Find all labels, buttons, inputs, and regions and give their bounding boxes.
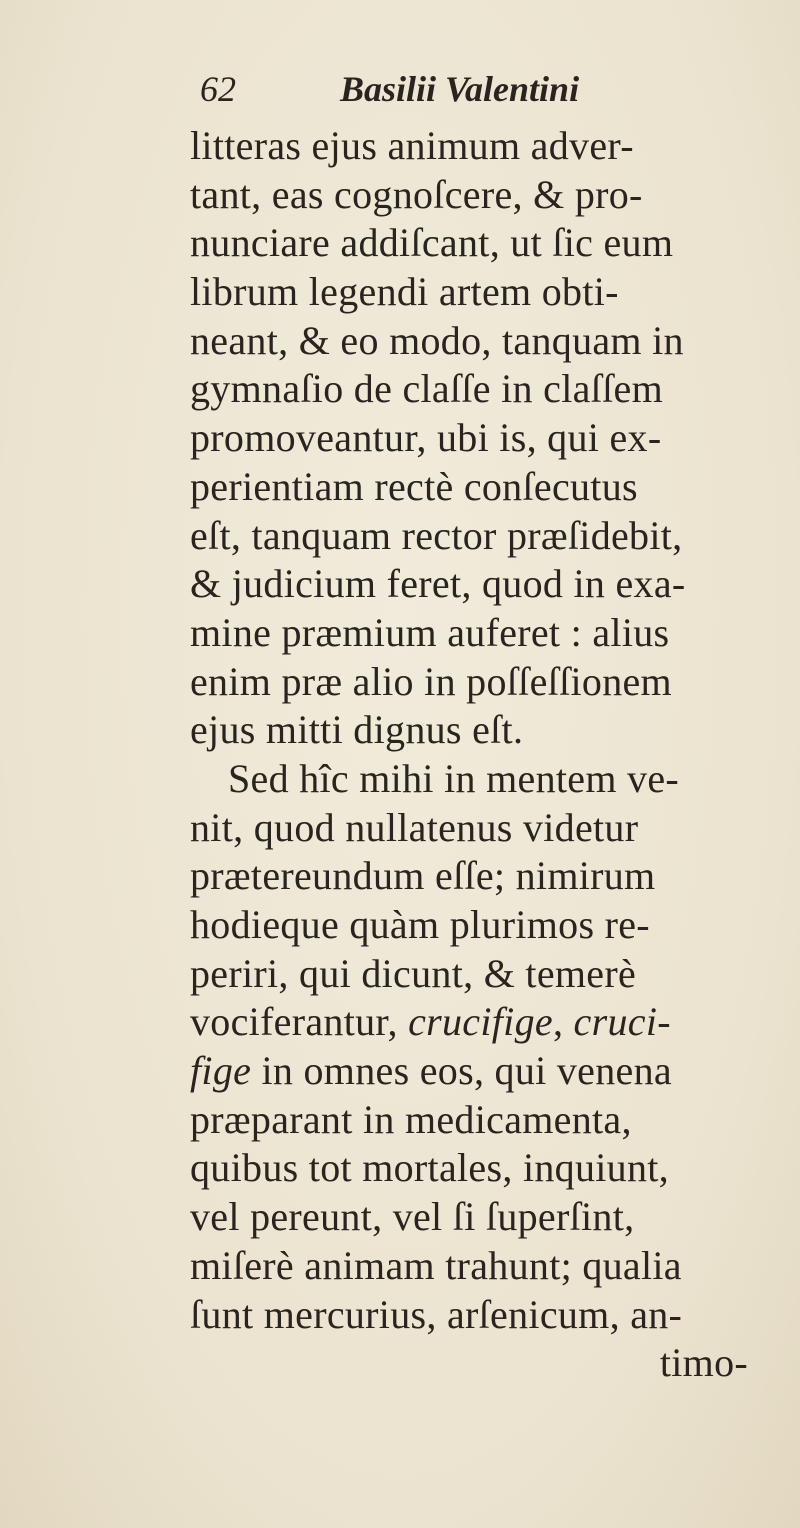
text-line: nit, quod nullatenus videtur bbox=[190, 804, 639, 850]
page-number: 62 bbox=[200, 69, 236, 109]
text-line: perientiam rectè conſecutus bbox=[190, 463, 638, 509]
text-line: præparant in medicamenta, bbox=[190, 1096, 632, 1142]
text-segment: , bbox=[552, 999, 574, 1045]
text-segment: vociferantur, bbox=[190, 999, 409, 1045]
text-line: & judicium feret, quod in exa- bbox=[190, 561, 686, 607]
text-line: neant, & eo modo, tanquam in bbox=[190, 317, 684, 363]
text-segment: in omnes eos, qui venena bbox=[251, 1048, 672, 1094]
text-line: hodieque quàm plurimos re- bbox=[190, 902, 650, 947]
text-line: librum legendi artem obti- bbox=[190, 269, 619, 315]
text-line: gymnaſio de claſſe in claſſem bbox=[190, 366, 663, 412]
text-line: periri, qui dicunt, & temerè bbox=[190, 950, 637, 996]
text-line bbox=[190, 1047, 790, 1096]
text-line: enim præ alio in poſſeſſionem bbox=[190, 658, 672, 704]
text-line: eſt, tanquam rector præſidebit, bbox=[190, 512, 683, 558]
italic-phrase: cruci- bbox=[573, 999, 671, 1045]
text-line: prætereundum eſſe; nimirum bbox=[190, 853, 656, 899]
text-line: quibus tot mortales, inquiunt, bbox=[190, 1145, 669, 1191]
paragraph-start-line: Sed hîc mihi in mentem ve- bbox=[228, 755, 680, 801]
page-header bbox=[200, 64, 760, 114]
text-line: promoveantur, ubi is, qui ex- bbox=[190, 415, 662, 461]
catchword: timo- bbox=[659, 1340, 748, 1386]
text-line: tant, eas cognoſcere, & pro- bbox=[190, 171, 643, 217]
text-line: ſunt mercurius, arſenicum, an- bbox=[190, 1291, 683, 1337]
text-line: miſerè animam trahunt; qualia bbox=[190, 1242, 682, 1288]
text-line: litteras ejus animum adver- bbox=[190, 123, 634, 168]
italic-phrase: crucifige bbox=[408, 999, 553, 1045]
text-line bbox=[190, 998, 790, 1047]
italic-phrase: fige bbox=[190, 1048, 252, 1094]
body-text bbox=[190, 122, 790, 1388]
text-line: vel pereunt, vel ſi ſuperſint, bbox=[190, 1194, 635, 1240]
text-line: nunciare addiſcant, ut ſic eum bbox=[190, 220, 674, 266]
text-line: mine præmium auferet : alius bbox=[190, 609, 670, 655]
running-head: Basilii Valentini bbox=[340, 69, 580, 109]
text-line: ejus mitti dignus eſt. bbox=[190, 707, 524, 753]
